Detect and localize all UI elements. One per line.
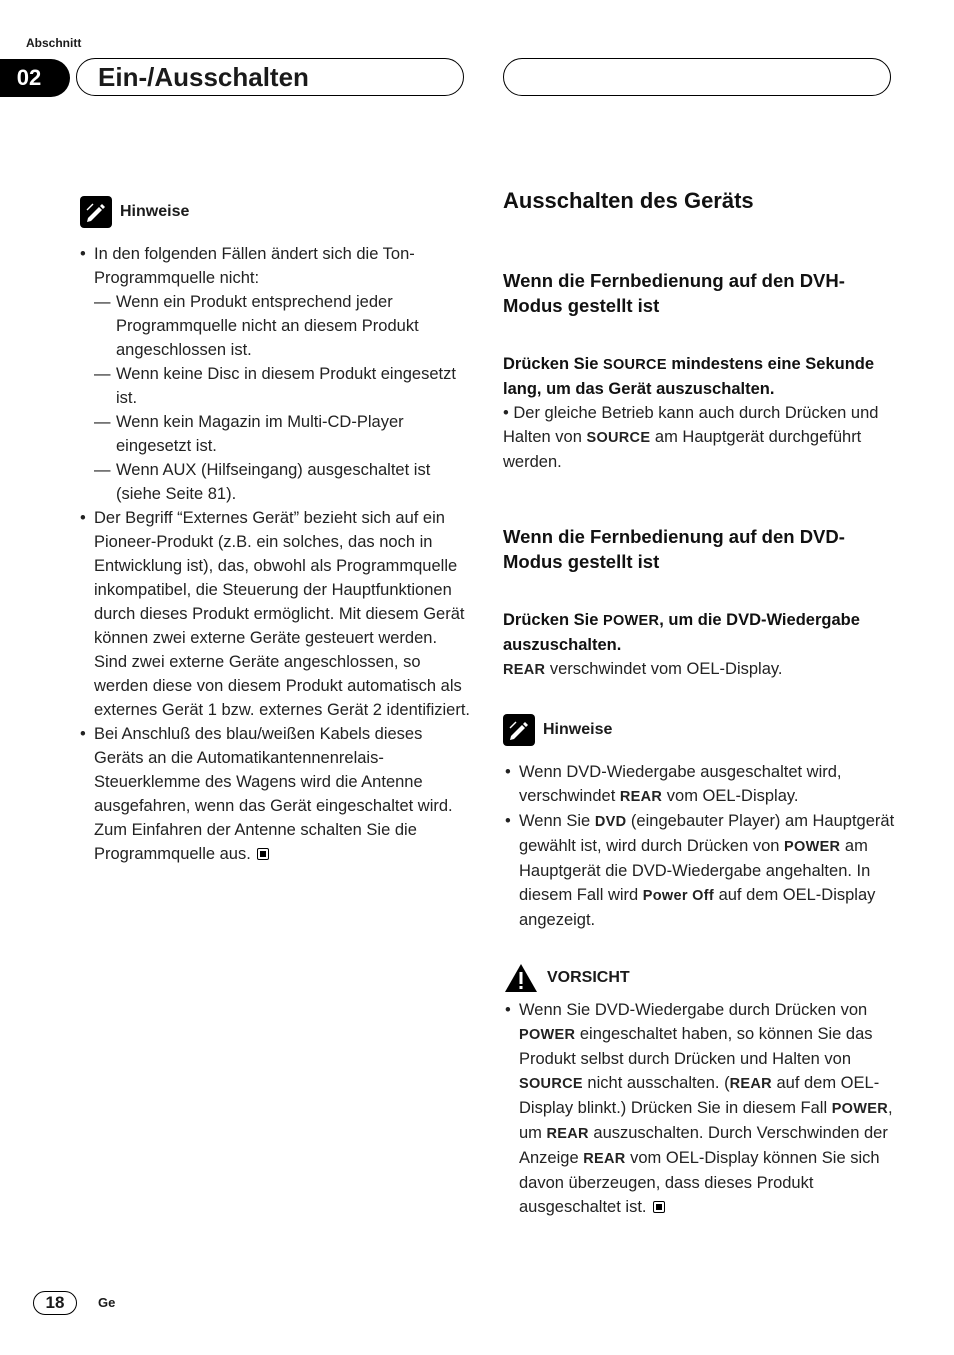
dvd-notes-list	[505, 760, 895, 932]
section-label: Abschnitt	[26, 36, 82, 50]
list-item: • Wenn DVD-Wiedergabe ausgeschaltet wird, verschwindet REAR vom OEL-Display.	[505, 760, 895, 809]
notes-header	[80, 196, 470, 228]
note-pencil-icon	[503, 714, 535, 746]
notes-header-right	[503, 714, 895, 746]
note-text: Der Begriff “Externes Gerät” bezieht sich auf ein Pioneer-Produkt (z.B. ein solches, das noch in Entwicklung ist), das, obwohl als Programmquelle inkompatibel, die Steuerung der Hauptfunktionen durch dieses Produkt ermöglicht. Mit diesem Gerät können zwei externe Geräte gesteuert werden. Sind zwei externe Geräte angeschlossen, so werden diese von diesem Produkt automatisch als externes Gerät 1 bzw. externes Gerät 2 identifiziert.	[94, 509, 471, 719]
list-item	[80, 506, 470, 722]
dvd-instruction: Drücken Sie POWER, um die DVD-Wiedergabe auszuschalten.	[503, 611, 860, 654]
list-item: • Wenn Sie DVD (eingebauter Player) am Hauptgerät gewählt ist, wird durch Drücken von POWER am Hauptgerät die DVD-Wiedergabe angehalten. In diesem Fall wird Power Off auf dem OEL-Display angezeigt.	[505, 809, 895, 932]
sub-list	[94, 290, 470, 506]
dvh-instruction: Drücken Sie SOURCE mindestens eine Sekunde lang, um das Gerät auszuschalten.	[503, 355, 875, 398]
warning-triangle-icon	[503, 962, 539, 994]
notes-heading: Hinweise	[543, 721, 613, 738]
caution-heading: VORSICHT	[547, 969, 630, 986]
caution-header	[503, 962, 895, 994]
dvh-note: • Der gleiche Betrieb kann auch durch Drücken und Halten von SOURCE am Hauptgerät durchgeführt werden.	[503, 404, 879, 471]
section-heading: Ausschalten des Geräts	[503, 188, 754, 213]
sub-list-item: — Wenn ein Produkt entsprechend jeder Programmquelle nicht an diesem Produkt angeschlossen ist.	[94, 290, 470, 362]
note-text: In den folgenden Fällen ändert sich die Ton-Programmquelle nicht:	[94, 245, 415, 287]
caution-list	[505, 998, 895, 1219]
list-item	[80, 722, 470, 866]
sub-list-item: — Wenn keine Disc in diesem Produkt eingesetzt ist.	[94, 362, 470, 410]
notes-list	[80, 242, 470, 866]
language-code: Ge	[98, 1295, 116, 1310]
dvd-result: REAR verschwindet vom OEL-Display.	[503, 660, 783, 678]
section-number: 02	[16, 65, 42, 90]
list-item: • Wenn Sie DVD-Wiedergabe durch Drücken von POWER eingeschaltet haben, so können Sie das Produkt selbst durch Drücken und Halten von SOURCE nicht ausschalten. (REAR auf dem OEL-Display blinkt.) Drücken Sie in diesem Fall POWER, um REAR auszuschalten. Durch Verschwinden der Anzeige REAR vom OEL-Display können Sie sich davon überzeugen, dass dieses Produkt ausgeschaltet ist.	[505, 998, 895, 1219]
title-frame-right	[503, 58, 891, 96]
list-item	[80, 242, 470, 506]
note-pencil-icon	[80, 196, 112, 228]
sub-list-item: — Wenn AUX (Hilfseingang) ausgeschaltet ist (siehe Seite 81).	[94, 458, 470, 506]
section-number-tab	[0, 59, 70, 97]
notes-heading: Hinweise	[120, 203, 190, 220]
sub-list-item: — Wenn kein Magazin im Multi-CD-Player eingesetzt ist.	[94, 410, 470, 458]
dvh-heading: Wenn die Fernbedienung auf den DVH-Modus gestellt ist	[503, 270, 845, 316]
end-mark-icon	[257, 848, 269, 860]
note-text: Bei Anschluß des blau/weißen Kabels dieses Geräts an die Automatikantennenrelais-Steuerklemme des Wagens wird die Antenne ausgefahren, wenn das Gerät eingeschaltet wird. Zum Einfahren der Antenne schalten Sie die Programmquelle aus.	[94, 725, 453, 863]
right-column	[503, 188, 895, 1219]
dvd-heading: Wenn die Fernbedienung auf den DVD-Modus gestellt ist	[503, 526, 845, 572]
end-mark-icon	[653, 1201, 665, 1213]
page-number: 18	[33, 1291, 77, 1315]
page-title: Ein-/Ausschalten	[98, 62, 309, 92]
left-column	[80, 196, 470, 866]
